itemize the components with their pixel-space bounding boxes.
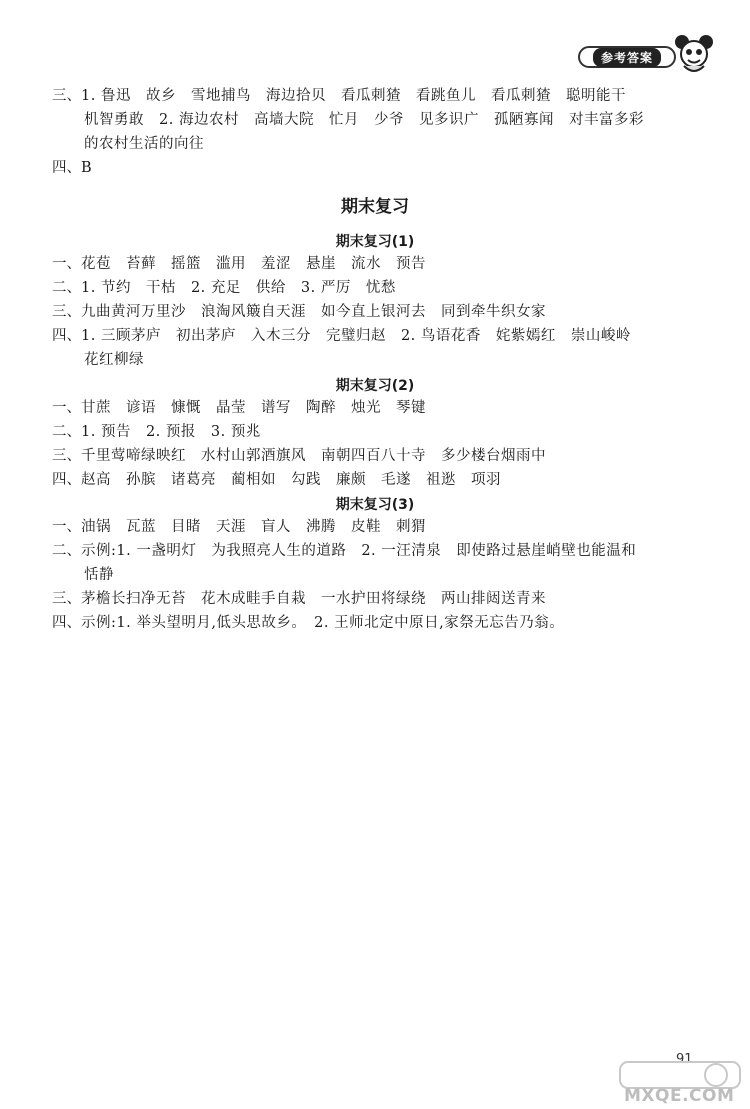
answer-line [52,446,546,466]
item-text: 甘蔗 谚语 慷慨 晶莹 谱写 陶醉 烛光 琴键 [81,400,426,416]
item-text: 示例:1. 一盏明灯 为我照亮人生的道路 2. 一汪清泉 即使路过悬崖峭壁也能温和 [81,543,637,559]
item-text: 茅檐长扫净无苔 花木成畦手自栽 一水护田将绿绕 两山排闼送青来 [81,591,546,607]
item-label: 三、 [52,88,81,104]
page-number: 91 [676,1052,693,1067]
answer-line [52,278,396,298]
answer-line [84,565,114,585]
answer-line [52,589,546,609]
item-text: 恬静 [84,567,114,583]
item-label: 四、 [52,615,81,631]
section-title: 期末复习 [341,197,409,217]
answer-line [52,541,636,561]
item-label: 一、 [52,519,81,535]
item-label: 一、 [52,400,81,416]
item-label: 四、 [52,472,81,488]
item-label: 二、 [52,280,81,296]
item-text: 千里莺啼绿映红 水村山郭酒旗风 南朝四百八十寺 多少楼台烟雨中 [81,448,546,464]
answer-line [52,302,546,322]
answer-line [52,422,261,442]
item-text: 1. 节约 干枯 2. 充足 供给 3. 严厉 忧愁 [81,280,396,296]
item-label: 二、 [52,424,81,440]
item-text: B [81,160,93,176]
review-title: 期末复习(3) [335,497,415,513]
item-label: 三、 [52,591,81,607]
answer-line [52,613,564,633]
item-text: 花苞 苔藓 摇篮 滥用 羞涩 悬崖 流水 预告 [81,256,426,272]
header-badge-label: 参考答案 [593,48,661,67]
item-label: 三、 [52,448,81,464]
item-text: 油锅 瓦蓝 目睹 天涯 盲人 沸腾 皮鞋 刺猬 [81,519,426,535]
review-title: 期末复习(1) [335,234,415,250]
answer-line [52,86,626,106]
watermark-url: MXQE.COM [624,1086,735,1106]
mascot-icon [672,32,716,76]
answer-line [52,326,631,346]
item-text: 示例:1. 举头望明月,低头思故乡。 2. 王师北定中原日,家祭无忘告乃翁。 [81,615,565,631]
item-text: 九曲黄河万里沙 浪淘风簸自天涯 如今直上银河去 同到牵牛织女家 [81,304,546,320]
answer-line [52,398,426,418]
answer-line [52,470,501,490]
item-label: 二、 [52,543,81,559]
item-text: 花红柳绿 [84,352,144,368]
item-text: 1. 三顾茅庐 初出茅庐 入木三分 完璧归赵 2. 鸟语花香 姹紫嫣红 崇山峻岭 [81,328,631,344]
answer-line [52,158,92,178]
item-text: 赵高 孙膑 诸葛亮 蔺相如 勾践 廉颇 毛遂 祖逖 项羽 [81,472,501,488]
review-title: 期末复习(2) [335,378,415,394]
answer-line [84,350,144,370]
answer-line [52,517,426,537]
item-text: 1. 预告 2. 预报 3. 预兆 [81,424,261,440]
answer-line [84,110,644,130]
item-label: 三、 [52,304,81,320]
item-text: 1. 鲁迅 故乡 雪地捕鸟 海边拾贝 看瓜刺猹 看跳鱼儿 看瓜刺猹 聪明能干 [81,88,626,104]
answer-line [84,134,204,154]
answer-line [52,254,426,274]
item-text: 的农村生活的向往 [84,136,204,152]
item-label: 四、 [52,160,81,176]
item-text: 机智勇敢 2. 海边农村 高墙大院 忙月 少爷 见多识广 孤陋寡闻 对丰富多彩 [84,112,644,128]
item-label: 一、 [52,256,81,272]
item-label: 四、 [52,328,81,344]
header-badge [578,46,676,68]
